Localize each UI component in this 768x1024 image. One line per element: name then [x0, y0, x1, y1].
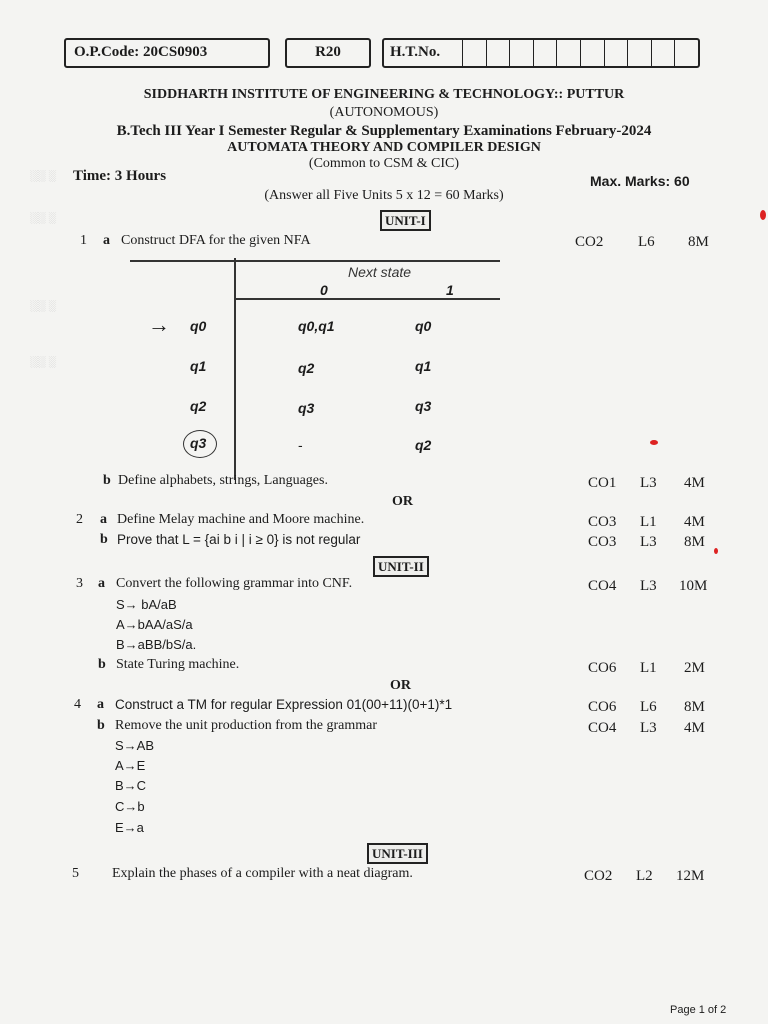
ink-mark: [650, 440, 658, 445]
q2b-marks: 8M: [684, 534, 705, 550]
common-to: (Common to CSM & CIC): [308, 156, 460, 171]
q4a-level: L6: [640, 699, 657, 715]
table-vertical-rule: [234, 258, 236, 480]
q3b-part: b: [98, 657, 106, 672]
state-q1: q1: [190, 358, 207, 374]
q1b-level: L3: [640, 475, 657, 491]
regulation: R20: [315, 44, 341, 60]
unit-3-label: UNIT-III: [367, 843, 428, 864]
q4b-marks: 4M: [684, 720, 705, 736]
q4b-rule-5: E→a: [115, 820, 144, 835]
instruction: (Answer all Five Units 5 x 12 = 60 Marks): [264, 188, 504, 203]
q3-on-0: -: [298, 437, 303, 453]
q5-level: L2: [636, 868, 653, 884]
q5-text: Explain the phases of a compiler with a neat diagram.: [112, 866, 413, 881]
q3a-rule-2: A→bAA/aS/a: [116, 617, 193, 632]
table-col-1: 1: [446, 282, 454, 298]
exam-title: B.Tech III Year I Semester Regular & Supplementary Examinations February-2024: [116, 123, 652, 139]
q3-number: 3: [76, 576, 83, 591]
q2b-text: Prove that L = {ai b i | i ≥ 0} is not regular: [117, 532, 361, 547]
or-label-2: OR: [390, 678, 411, 693]
ink-mark: [760, 210, 766, 220]
q2-on-1: q3: [415, 398, 432, 414]
q2a-marks: 4M: [684, 514, 705, 530]
q1a-part: a: [103, 233, 110, 248]
state-q3: q3: [190, 435, 207, 451]
q3a-marks: 10M: [679, 578, 708, 594]
max-marks: Max. Marks: 60: [590, 173, 690, 189]
q5-number: 5: [72, 866, 79, 881]
q1-on-0: q2: [298, 360, 315, 376]
institution-name: SIDDHARTH INSTITUTE OF ENGINEERING & TECHNOLOGY:: PUTTUR: [143, 87, 625, 102]
bleed-through-text: ░░ ░: [30, 212, 57, 224]
q2a-co: CO3: [588, 514, 617, 530]
q3b-level: L1: [640, 660, 657, 676]
q1b-text: Define alphabets, strings, Languages.: [118, 473, 328, 488]
ht-no-label: H.T.No.: [390, 44, 441, 60]
table-header-rule: [236, 298, 500, 300]
bleed-through-text: ░░ ░: [30, 170, 57, 182]
q0-on-1: q0: [415, 318, 432, 334]
q3a-text: Convert the following grammar into CNF.: [116, 576, 353, 591]
q1a-marks: 8M: [688, 234, 709, 250]
q3b-text: State Turing machine.: [116, 657, 240, 672]
bleed-through-text: ░░ ░: [30, 300, 57, 312]
q4a-text: Construct a TM for regular Expression 01(00+11)(0+1)*1: [115, 697, 453, 712]
table-title: Next state: [348, 264, 412, 280]
q2b-part: b: [100, 532, 108, 547]
q4b-part: b: [97, 718, 105, 733]
q4a-marks: 8M: [684, 699, 705, 715]
q1-on-1: q1: [415, 358, 432, 374]
q4b-rule-1: S→AB: [115, 738, 155, 753]
q4b-rule-2: A→E: [115, 758, 146, 773]
q2-on-0: q3: [298, 400, 315, 416]
q4b-text: Remove the unit production from the grammar: [115, 718, 378, 733]
q4a-co: CO6: [588, 699, 617, 715]
unit-1-label: UNIT-I: [380, 210, 431, 231]
q3a-rule-3: B→aBB/bS/a.: [116, 637, 197, 652]
q2b-level: L3: [640, 534, 657, 550]
exam-time: Time: 3 Hours: [73, 168, 167, 184]
q5-marks: 12M: [676, 868, 705, 884]
q4b-level: L3: [640, 720, 657, 736]
ht-no-box: [382, 38, 700, 68]
q3a-rule-1: S→ bA/aB: [116, 597, 177, 612]
regulation-box: [285, 38, 371, 68]
state-q2: q2: [190, 398, 207, 414]
q4a-part: a: [97, 697, 104, 712]
q3-on-1: q2: [415, 437, 432, 453]
q4-number: 4: [74, 697, 81, 712]
table-col-0: 0: [320, 282, 328, 298]
q3b-marks: 2M: [684, 660, 705, 676]
q2a-part: a: [100, 512, 107, 527]
q3a-co: CO4: [588, 578, 617, 594]
q1a-level: L6: [638, 234, 655, 250]
state-q0: q0: [190, 318, 207, 334]
q4b-rule-4: C→b: [115, 799, 145, 814]
q3a-level: L3: [640, 578, 657, 594]
q3b-co: CO6: [588, 660, 617, 676]
q3a-part: a: [98, 576, 105, 591]
q0-on-0: q0,q1: [298, 318, 335, 334]
q1b-marks: 4M: [684, 475, 705, 491]
q4b-rule-3: B→C: [115, 778, 147, 793]
q1b-part: b: [103, 473, 111, 488]
bleed-through-text: ░░ ░: [30, 356, 57, 368]
q1-number: 1: [80, 233, 87, 248]
page-number: Page 1 of 2: [670, 1004, 727, 1016]
q2a-level: L1: [640, 514, 657, 530]
start-arrow-icon: →: [148, 312, 170, 337]
ink-mark: [714, 548, 718, 554]
unit-2-label: UNIT-II: [373, 556, 429, 577]
subject-title: AUTOMATA THEORY AND COMPILER DESIGN: [227, 140, 541, 155]
table-top-rule: [130, 260, 500, 262]
institution-status: (AUTONOMOUS): [329, 105, 439, 120]
qp-code: O.P.Code: 20CS0903: [74, 44, 208, 60]
q1b-co: CO1: [588, 475, 617, 491]
q2-number: 2: [76, 512, 83, 527]
q2b-co: CO3: [588, 534, 617, 550]
q2a-text: Define Melay machine and Moore machine.: [117, 512, 365, 527]
qp-code-box: [64, 38, 270, 68]
q4b-co: CO4: [588, 720, 617, 736]
or-label-1: OR: [392, 494, 413, 509]
q1a-text: Construct DFA for the given NFA: [121, 233, 311, 248]
q1a-co: CO2: [575, 234, 604, 250]
q5-co: CO2: [584, 868, 613, 884]
ht-no-cells: [462, 40, 698, 66]
